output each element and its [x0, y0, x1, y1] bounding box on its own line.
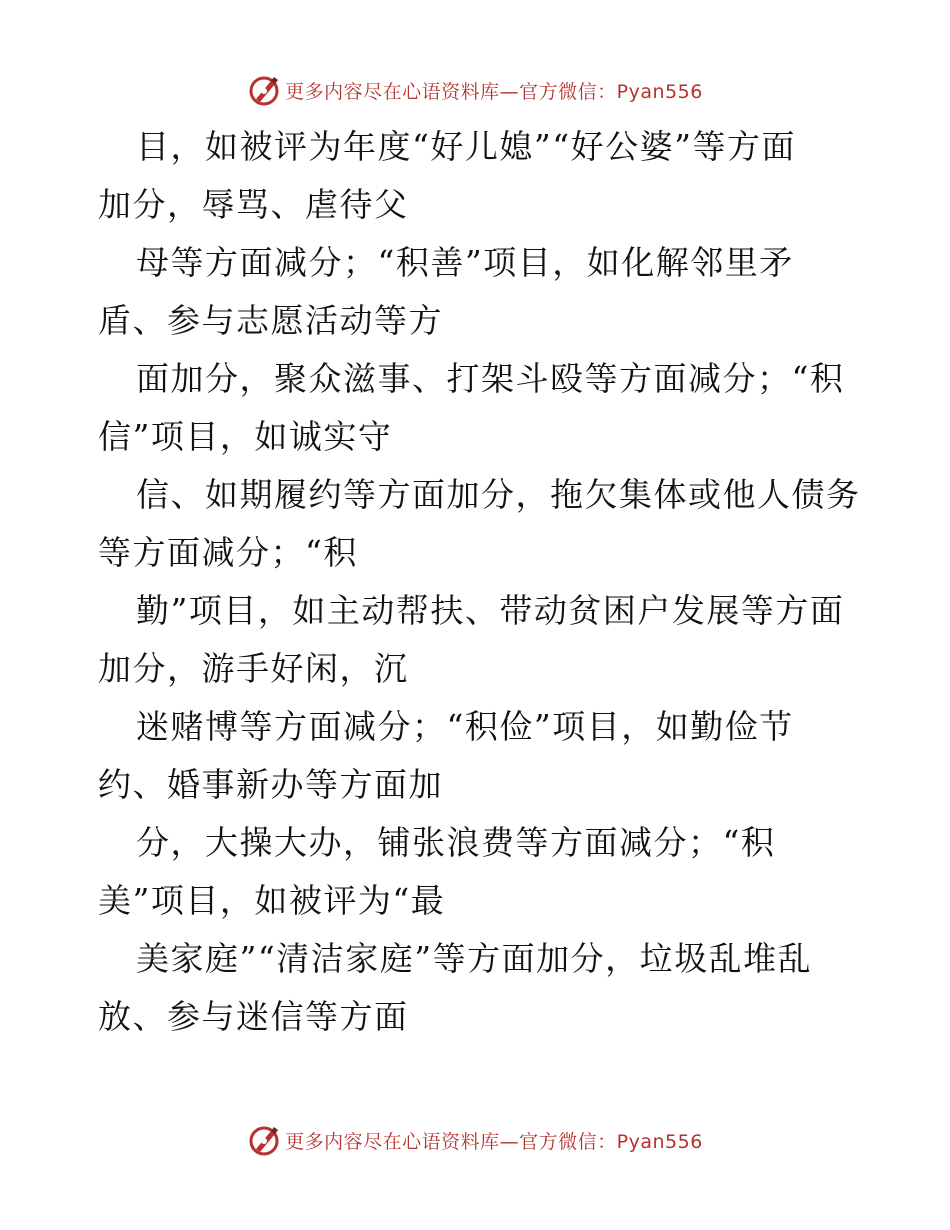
paragraph: [98, 234, 858, 350]
text-line: 信”项目，如诚实守: [98, 417, 393, 456]
text-line: 美”项目，如被评为“最: [98, 881, 446, 920]
text-line: 加分，游手好闲，沉: [98, 649, 409, 688]
pen-logo-icon: [247, 73, 281, 107]
text-line: 母等方面减分；“积善”项目，如化解邻里矛: [136, 243, 794, 282]
text-line: 勤”项目，如主动帮扶、带动贫困户发展等方面: [136, 591, 845, 630]
text-line: 信、如期履约等方面加分，拖欠集体或他人债务: [136, 475, 861, 514]
footer-watermark: [0, 1120, 950, 1160]
paragraph: [98, 350, 858, 466]
paragraph: [98, 466, 861, 582]
text-line: 盾、参与志愿活动等方: [98, 301, 443, 340]
document-body: [98, 118, 861, 1046]
header-watermark: [0, 70, 950, 110]
text-line: 加分，辱骂、虐待父: [98, 185, 409, 224]
paragraph: [98, 582, 858, 698]
text-line: 放、参与迷信等方面: [98, 997, 409, 1036]
header-banner-text: 更多内容尽在心语资料库—官方微信：Pyan556: [285, 80, 703, 103]
text-line: 等方面减分；“积: [98, 533, 358, 572]
text-line: 分，大操大办，铺张浪费等方面减分；“积: [136, 823, 776, 862]
text-line: 迷赌博等方面减分；“积俭”项目，如勤俭节: [136, 707, 794, 746]
text-line: 约、婚事新办等方面加: [98, 765, 443, 804]
text-line: 面加分，聚众滋事、打架斗殴等方面减分；“积: [136, 359, 845, 398]
paragraph: [98, 698, 858, 814]
pen-logo-icon: [247, 1123, 281, 1157]
paragraph: [98, 118, 858, 234]
paragraph: [98, 814, 858, 930]
text-line: 美家庭”“清洁家庭”等方面加分，垃圾乱堆乱: [136, 939, 813, 978]
paragraph: [98, 930, 858, 1046]
text-line: 目，如被评为年度“好儿媳”“好公婆”等方面: [136, 127, 796, 166]
footer-banner-text: 更多内容尽在心语资料库—官方微信：Pyan556: [285, 1130, 703, 1153]
